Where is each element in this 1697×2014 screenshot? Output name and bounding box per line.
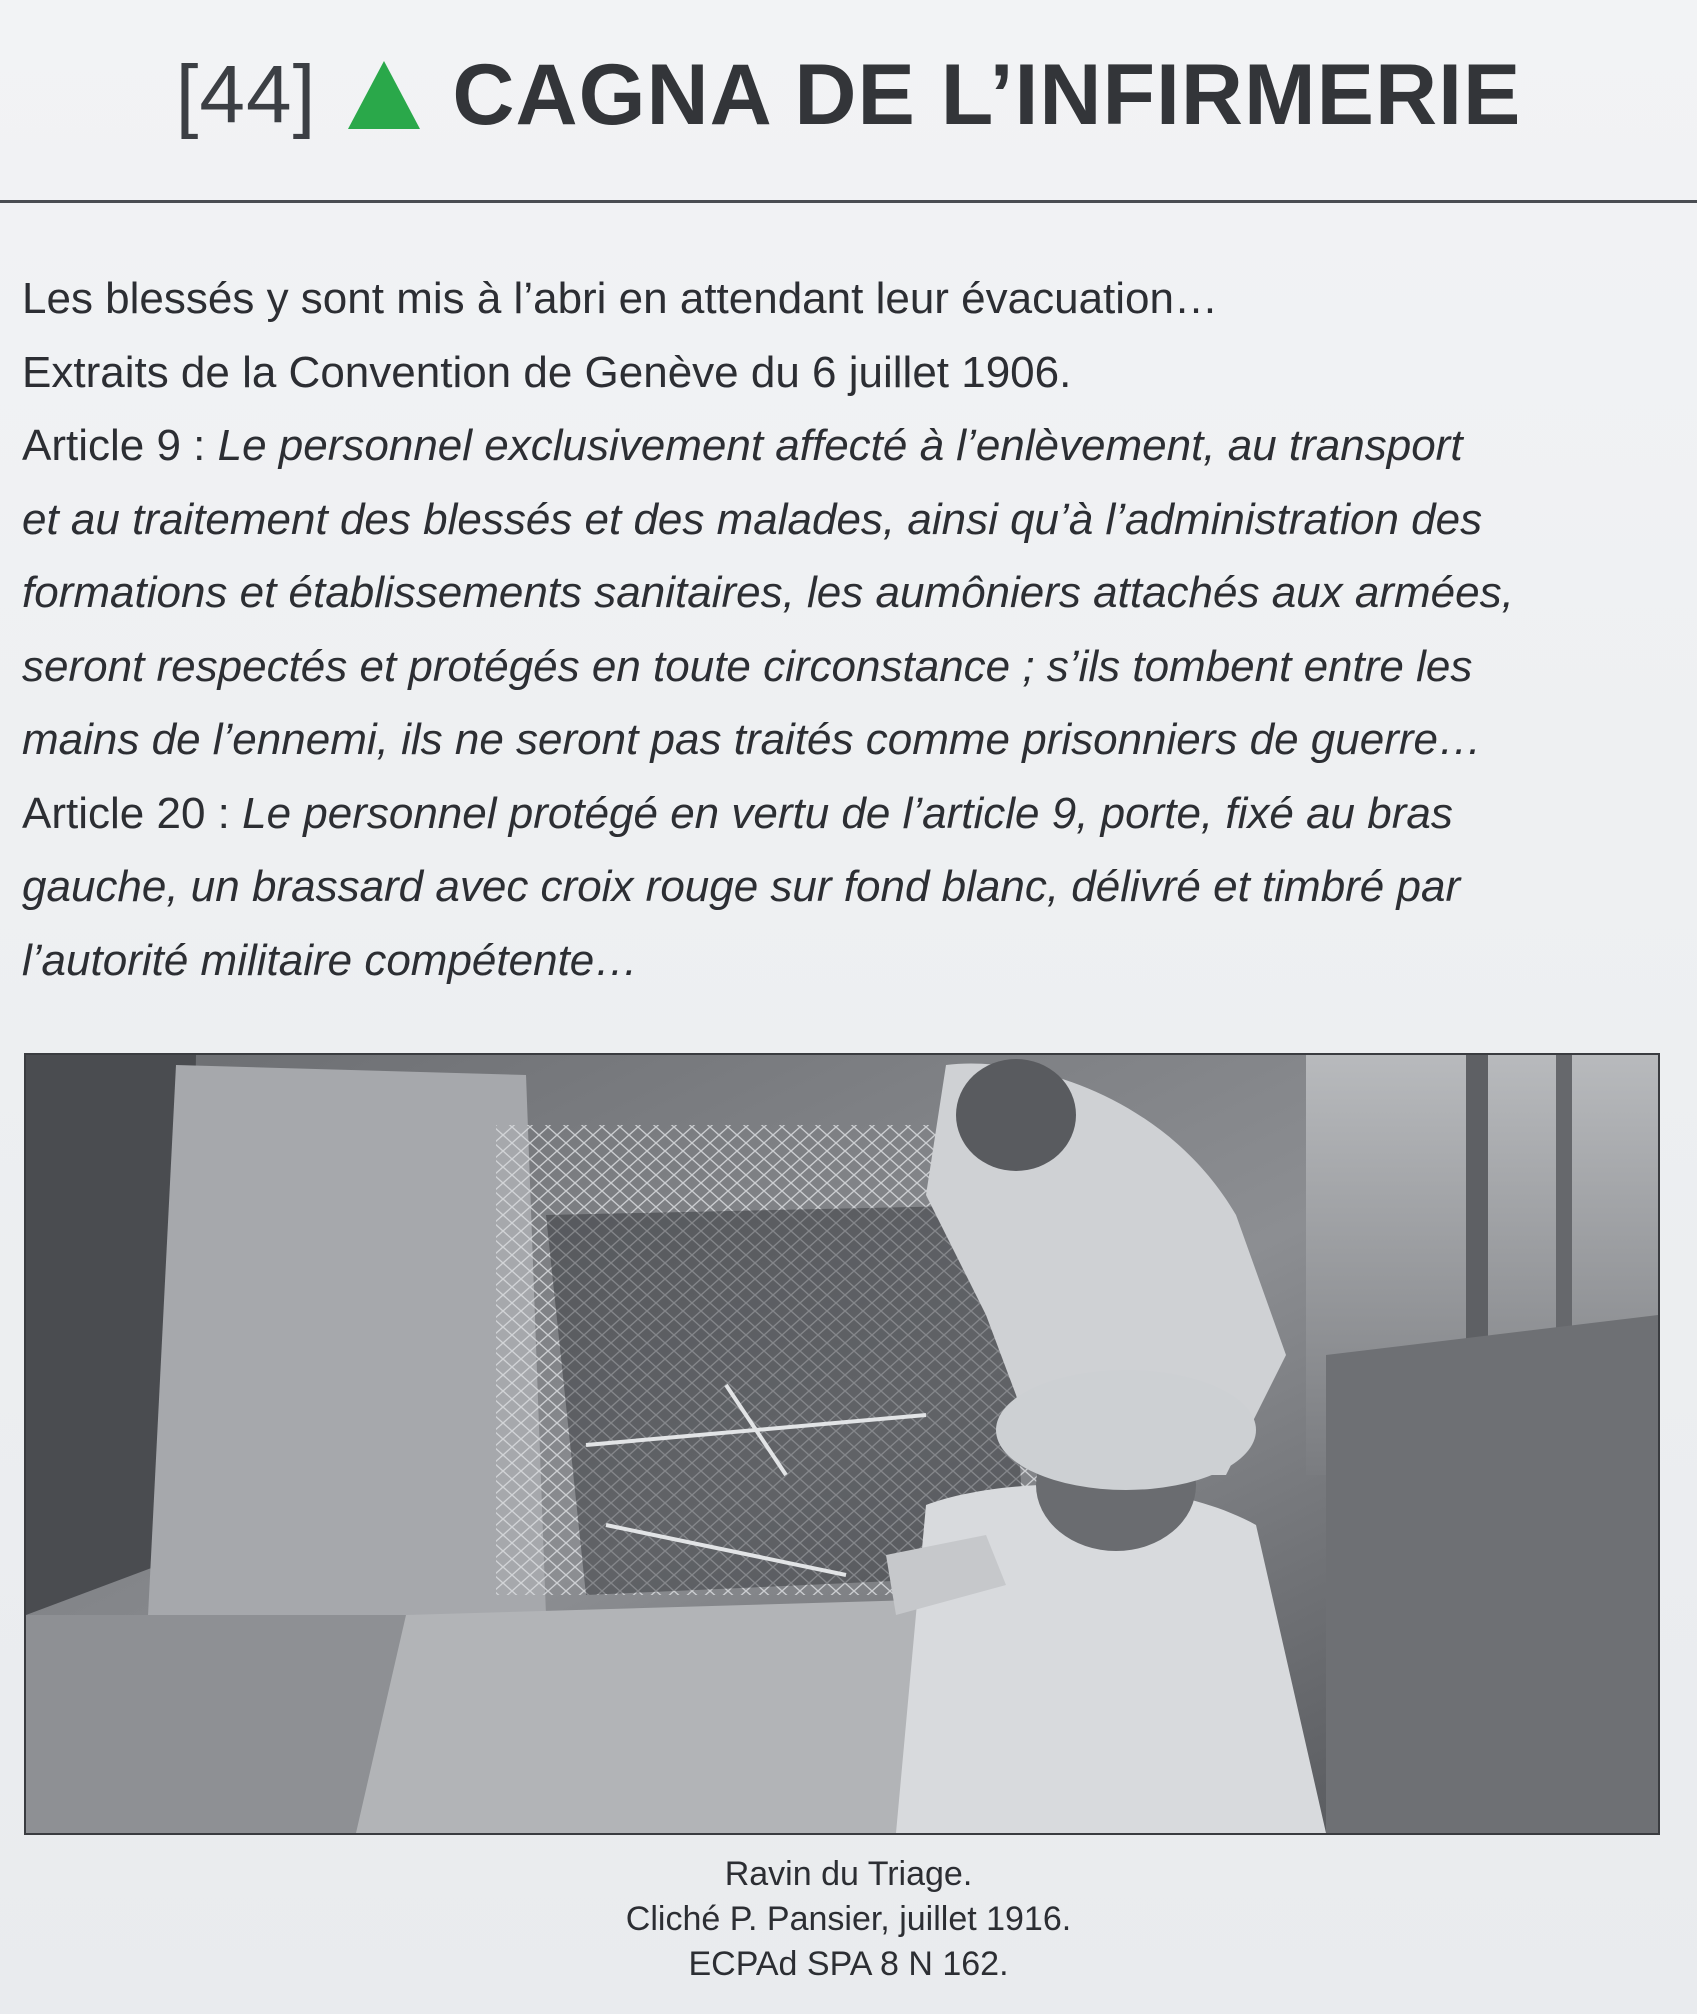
article9-text-1: Le personnel exclusivement affecté à l’enlèvement, au transport [217,421,1463,470]
panel-header [0,20,1697,170]
article9-line-2 [22,483,1652,557]
article9-text-3: formations et établissements sanitaires, les aumôniers attachés aux armées, [22,568,1514,617]
article9-text-4: seront respectés et protégés en toute circonstance ; s’ils tombent entre les [22,641,1473,691]
photo-caption [0,1852,1697,1987]
article20-text-2: gauche, un brassard avec croix rouge sur fond blanc, délivré et timbré par [22,862,1461,911]
caption-line-3: ECPAd SPA 8 N 162. [688,1945,1009,1983]
photo-illustration [26,1055,1658,1833]
stone-pillar [146,1065,546,1655]
site-number: [44] [175,49,317,140]
article20-line-1 [22,777,1652,851]
page-title: CAGNA DE L’INFIRMERIE [452,46,1522,143]
article20-label: Article 20 : [22,788,230,838]
article20-text-1: Le personnel protégé en vertu de l’article 9, porte, fixé au bras [242,788,1453,838]
historical-photograph [24,1053,1660,1835]
header-divider [0,200,1697,203]
article9-label: Article 9 : [22,421,206,470]
article9-line-5 [22,703,1652,777]
article20-line-2 [22,850,1652,924]
article9-text-5: mains de l’ennemi, ils ne seront pas traités comme prisonniers de guerre… [22,715,1482,764]
intro-line: Les blessés y sont mis à l’abri en attendant leur évacuation… [22,274,1218,323]
article20-line-3 [22,924,1652,998]
trench-right [1326,1315,1658,1833]
article20-text-3: l’autorité militaire compétente… [22,935,639,985]
soldier-standing-head [956,1059,1076,1171]
extract-line: Extraits de la Convention de Genève du 6 juillet 1906. [22,347,1072,397]
article9-line-3 [22,556,1652,630]
article9-text-2: et au traitement des blessés et des malades, ainsi qu’à l’administration des [22,494,1483,544]
soldier-cap [996,1370,1256,1490]
body-text [22,262,1652,997]
article9-line-4 [22,630,1652,704]
caption-line-2: Cliché P. Pansier, juillet 1916. [625,1900,1072,1938]
article9-line-1 [22,409,1647,483]
green-triangle-icon [344,55,424,135]
caption-line-1: Ravin du Triage. [724,1855,973,1893]
triangle-shape [348,61,420,129]
